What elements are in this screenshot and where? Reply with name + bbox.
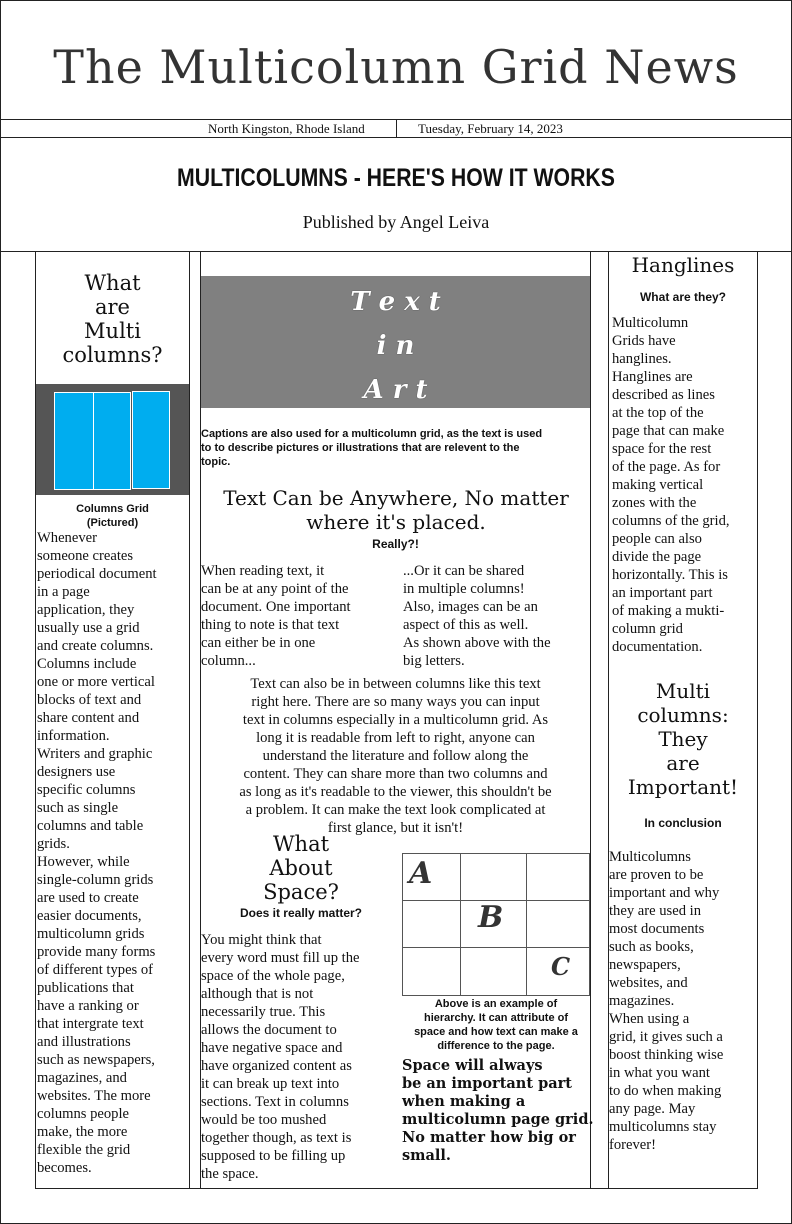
space-closing: Space will always be an important part when making a multicolumn page grid. No matter how big or small.: [402, 1057, 594, 1164]
right-heading-2: Multi columns: They are Important!: [627, 679, 739, 799]
right-subheading-2: In conclusion: [644, 816, 722, 830]
space-heading: What About Space?: [263, 832, 339, 904]
headline: MULTICOLUMNS - HERE'S HOW IT WORKS: [177, 164, 615, 192]
letter-c: C: [551, 952, 571, 981]
divider: [35, 1188, 758, 1189]
right-body: Multicolumn Grids have hanglines. Hanglines are described as lines at the top of the page that can make space for the rest of the page. As for making vertical zones with the columns of the grid, people can also divide the page horizontally. This is an important part of making a mukti- column grid documentation.: [612, 315, 730, 655]
between-columns-text: Text can also be in between columns like this text right here. There are so many ways you can input text in columns especially in a multicolumn grid. As long it is readable from left to right, anyone can understand the literature and follow along the content. They can share more than two columns and as long as it's readable to the viewer, this shouldn't be a problem. It can make the text look complicated at first glance, but it isn't!: [239, 676, 552, 836]
grid-column: [132, 391, 170, 489]
image-caption: Columns Grid (Pictured): [76, 503, 149, 529]
divider: [0, 251, 792, 252]
date: Tuesday, February 14, 2023: [418, 121, 563, 136]
art-text: T e x t i n A r t: [350, 287, 441, 405]
right-body-2: Multicolumns are proven to be important and why they are used in most documents such as books, newspapers, websites, and magazines. When using a grid, it gives such a boost thinking wise in what you want to do when making any page. May multicolumns stay forever!: [609, 849, 724, 1153]
space-subheading: Does it really matter?: [239, 906, 363, 920]
letter-b: B: [478, 900, 504, 935]
grid-caption: Above is an example of hierarchy. It can attribute of space and how text can make a difference to the page.: [414, 998, 578, 1052]
hierarchy-grid: [402, 853, 590, 996]
location: North Kingston, Rhode Island: [208, 121, 365, 136]
columns-grid-image: [36, 384, 189, 495]
left-heading: What are Multi columns?: [62, 271, 163, 367]
middle-heading: Text Can be Anywhere, No matter where it's placed.: [223, 486, 569, 534]
grid-column: [93, 392, 131, 490]
byline: Published by Angel Leiva: [302, 212, 490, 232]
space-body: You might think that every word must fill up the space of the whole page, although that is not necessarily true. This allows the document to have negative space and have organized content as it can break up text into sections. Text in columns would be too mushed together though, as text is supposed to be filling up the space.: [201, 932, 360, 1182]
art-caption: Captions are also used for a multicolumn grid, as the text is used to to describe pictures or illustrations that are relevent to the topic.: [201, 428, 543, 468]
masthead-title: The Multicolumn Grid News: [53, 40, 739, 94]
divider: [396, 119, 397, 137]
letter-a: A: [409, 856, 433, 891]
middle-col1: When reading text, it can be at any point of the document. One important thing to note is that text can either be in one column...: [201, 563, 351, 669]
middle-subheading: Really?!: [372, 537, 419, 551]
divider: [0, 137, 792, 138]
middle-col2: ...Or it can be shared in multiple columns! Also, images can be an aspect of this as well. As shown above with the big letters.: [403, 563, 551, 669]
right-heading: Hanglines: [631, 253, 735, 277]
right-subheading: What are they?: [639, 290, 726, 304]
left-body: Whenever someone creates periodical document in a page application, they usually use a grid and create columns. Columns include one or more vertical blocks of text and share content and information. Writers and graphic designers use specific columns such as single columns and table grids. However, while single-column grids are used to create easier documents, multicolumn grids provide many forms of different types of publications that have a ranking or that intergrate text and illustrations such as newspapers, magazines, and websites. The more columns people make, the more flexible the grid becomes.: [37, 530, 157, 1176]
